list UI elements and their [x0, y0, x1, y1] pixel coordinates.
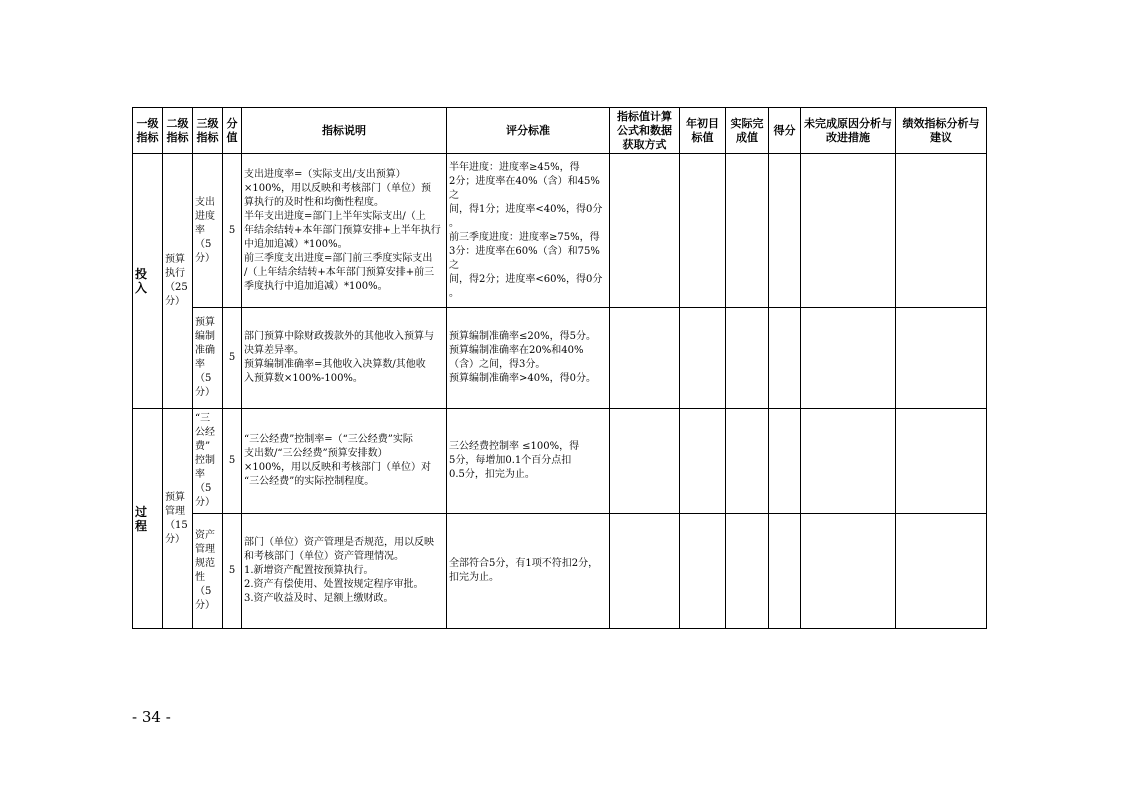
header-actual: 实际完 成值 [726, 108, 769, 154]
target-cell [680, 308, 726, 409]
level2-cell: 预算 执行 （25 分） [163, 154, 193, 409]
page-number: - 34 - [132, 708, 171, 726]
actual-cell [726, 409, 769, 514]
got-cell [769, 154, 801, 308]
description-cell: 部门预算中除财政拨款外的其他收入预算与 决算差异率。 预算编制准确率=其他收入决算数/其他收 入预算数×100%-100%。 [242, 308, 447, 409]
header-target: 年初目 标值 [680, 108, 726, 154]
header-row [133, 108, 987, 154]
method-cell [610, 409, 680, 514]
analysis-cell [896, 409, 987, 514]
header-analysis: 绩效指标分析与 建议 [896, 108, 987, 154]
level3-cell: “三 公经 费” 控制 率 （5 分） [193, 409, 223, 514]
level3-cell: 资产 管理 规范 性 （5 分） [193, 514, 223, 629]
header-level3: 三级 指标 [193, 108, 223, 154]
table-row [133, 514, 987, 629]
reason-cell [801, 308, 896, 409]
criteria-cell: 半年进度：进度率≥45%，得 2分；进度率在40%（含）和45%之 间，得1分；进度率<40%，得0分 。 前三季度进度：进度率≥75%，得 3分：进度率在60%（含）和75%之 间，得2分；进度率<60%，得0分 。 [447, 154, 610, 308]
header-score: 分 值 [223, 108, 242, 154]
header-description: 指标说明 [242, 108, 447, 154]
reason-cell [801, 514, 896, 629]
level3-cell: 支出 进度 率 （5 分） [193, 154, 223, 308]
target-cell [680, 409, 726, 514]
level1-cell: 投 入 [133, 154, 163, 409]
target-cell [680, 154, 726, 308]
actual-cell [726, 154, 769, 308]
table-row [133, 409, 987, 514]
got-cell [769, 409, 801, 514]
level3-cell: 预算 编制 准确 率 （5 分） [193, 308, 223, 409]
method-cell [610, 154, 680, 308]
analysis-cell [896, 154, 987, 308]
header-method: 指标值计算 公式和数据 获取方式 [610, 108, 680, 154]
score-cell: 5 [223, 154, 242, 308]
description-cell: “三公经费”控制率=（“三公经费”实际 支出数/“三公经费”预算安排数） ×100%，用以反映和考核部门（单位）对 “三公经费”的实际控制程度。 [242, 409, 447, 514]
description-cell: 部门（单位）资产管理是否规范，用以反映 和考核部门（单位）资产管理情况。 1.新增资产配置按预算执行。 2.资产有偿使用、处置按规定程序审批。 3.资产收益及时、足额上缴财政。 [242, 514, 447, 629]
got-cell [769, 308, 801, 409]
description-cell: 支出进度率=（实际支出/支出预算） ×100%，用以反映和考核部门（单位）预 算执行的及时性和均衡性程度。 半年支出进度=部门上半年实际支出/（上 年结余结转+本年部门预算安排+上半年执行 中追加追减）*100%。 前三季度支出进度=部门前三季度实际支出 /（上年结余结转+本年部门预算安排+前三 季度执行中追加追减）*100%。 [242, 154, 447, 308]
table-row [133, 308, 987, 409]
analysis-cell [896, 514, 987, 629]
reason-cell [801, 154, 896, 308]
score-cell: 5 [223, 308, 242, 409]
table-row [133, 154, 987, 308]
reason-cell [801, 409, 896, 514]
criteria-cell: 全部符合5分，有1项不符扣2分， 扣完为止。 [447, 514, 610, 629]
score-cell: 5 [223, 409, 242, 514]
got-cell [769, 514, 801, 629]
level2-cell: 预算 管理 （15 分） [163, 409, 193, 629]
actual-cell [726, 514, 769, 629]
performance-evaluation-table [132, 107, 987, 629]
header-criteria: 评分标准 [447, 108, 610, 154]
header-level1: 一级 指标 [133, 108, 163, 154]
target-cell [680, 514, 726, 629]
header-reason: 未完成原因分析与 改进措施 [801, 108, 896, 154]
criteria-cell: 三公经费控制率 ≤100%，得 5分，每增加0.1个百分点扣 0.5分，扣完为止。 [447, 409, 610, 514]
criteria-cell: 预算编制准确率≤20%，得5分。 预算编制准确率在20%和40% （含）之间，得3分。 预算编制准确率>40%，得0分。 [447, 308, 610, 409]
level1-cell: 过 程 [133, 409, 163, 629]
header-level2: 二级 指标 [163, 108, 193, 154]
score-cell: 5 [223, 514, 242, 629]
header-got: 得分 [769, 108, 801, 154]
analysis-cell [896, 308, 987, 409]
method-cell [610, 308, 680, 409]
method-cell [610, 514, 680, 629]
actual-cell [726, 308, 769, 409]
